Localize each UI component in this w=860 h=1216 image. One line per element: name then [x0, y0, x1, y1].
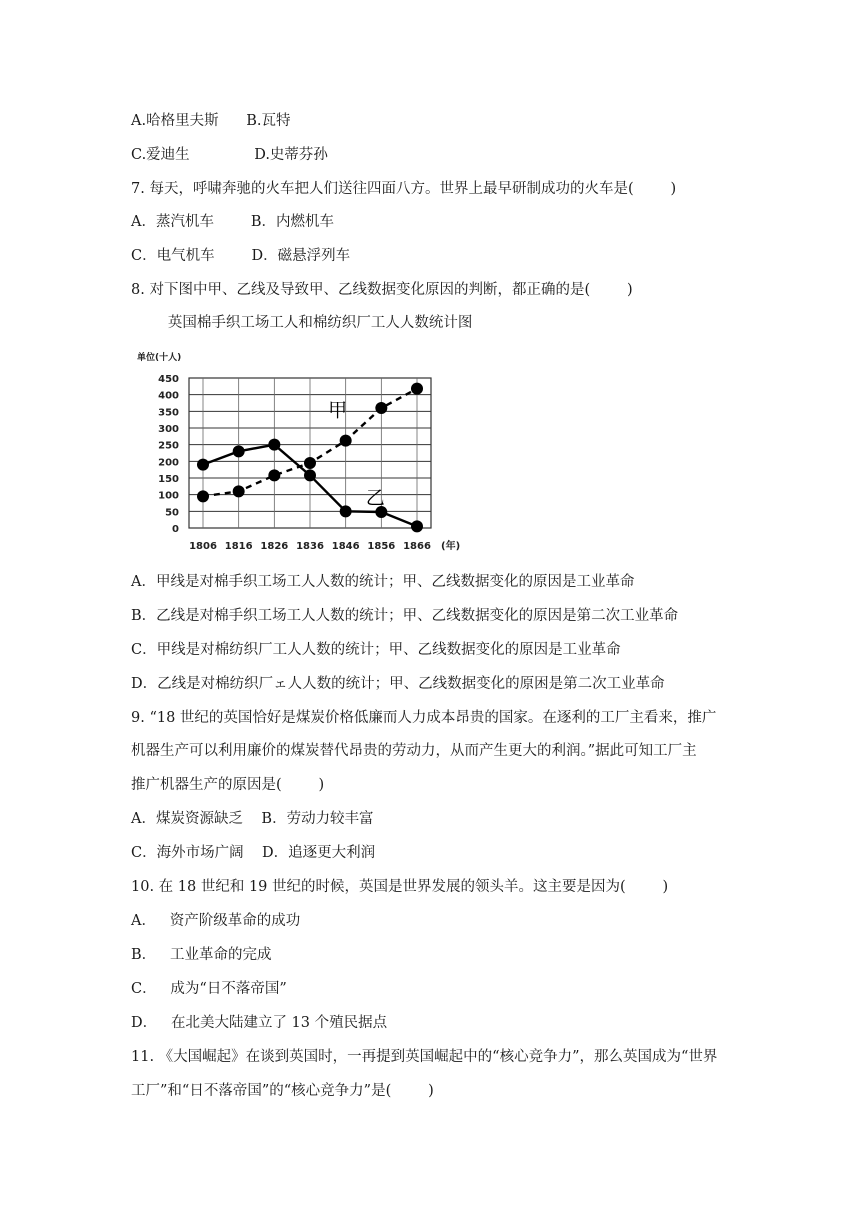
data-point	[304, 457, 316, 469]
y-tick-label: 400	[158, 390, 179, 402]
x-tick-label: 1846	[331, 541, 360, 552]
q8-option-d: D．乙线是对棉纺织厂ェ人人数的统计；甲、乙线数据变化的原困是第二次工业革命	[131, 676, 665, 692]
q8-stem: 8. 对下图中甲、乙线及导致甲、乙线数据变化原因的判断，都正确的是( )	[131, 282, 633, 298]
q7-options-cd: C．电气机车 D．磁悬浮列车	[131, 248, 351, 264]
y-tick-label: 350	[158, 407, 179, 419]
q6-options-cd: C.爱迪生 D.史蒂芬孙	[131, 147, 328, 163]
data-point	[340, 505, 352, 517]
y-tick-label: 300	[158, 424, 179, 435]
y-tick-label: 100	[158, 490, 179, 502]
unit-label: 单位(十人)	[137, 353, 182, 363]
q10-option-b: B． 工业革命的完成	[131, 947, 272, 963]
q11-stem-line2: 工厂”和“日不落帝国”的“核心竞争力”是( )	[131, 1083, 434, 1099]
q6-options-ab: A.哈格里夫斯 B.瓦特	[131, 113, 291, 129]
data-point	[233, 445, 245, 457]
q8-option-c: C．甲线是对棉纺织厂工人人数的统计；甲、乙线数据变化的原因是工业革命	[131, 642, 621, 658]
x-tick-label: 1806	[189, 541, 217, 552]
q7-options-ab: A．蒸汽机车 B．内燃机车	[131, 214, 334, 230]
y-tick-label: 0	[172, 524, 179, 535]
data-point	[233, 485, 245, 497]
data-point	[411, 520, 423, 532]
y-tick-label: 450	[158, 374, 179, 385]
chart-title: 英国棉手织工场工人和棉纺织厂工人人数统计图	[131, 315, 473, 331]
worker-count-chart	[131, 346, 461, 556]
series-label-jia: 甲	[328, 399, 348, 422]
data-point	[304, 469, 316, 481]
q10-option-a: A． 资产阶级革命的成功	[131, 913, 301, 929]
data-point	[197, 490, 209, 502]
y-tick-label: 150	[158, 474, 179, 485]
x-tick-label: 1836	[296, 541, 324, 552]
q9-stem-line1: 9. “18 世纪的英国恰好是煤炭价格低廉而人力成本昂贵的国家。在逐利的工厂主看来，推广	[131, 710, 717, 726]
q7-stem: 7. 每天，呼啸奔驰的火车把人们送往四面八方。世界上最早研制成功的火车是( )	[131, 181, 677, 197]
q8-option-a: A．甲线是对棉手织工场工人人数的统计；甲、乙线数据变化的原因是工业革命	[131, 574, 635, 590]
data-point	[411, 383, 423, 395]
x-tick-label: 1856	[367, 541, 396, 552]
x-tick-label: 1816	[224, 541, 253, 552]
data-point	[197, 459, 209, 471]
q11-stem-line1: 11. 《大国崛起》在谈到英国时，一再提到英国崛起中的“核心竞争力”，那么英国成为“世界	[131, 1049, 718, 1065]
y-tick-label: 50	[165, 507, 179, 519]
q9-options-ab: A．煤炭资源缺乏 B．劳动力较丰富	[131, 811, 374, 827]
q9-options-cd: C．海外市场广阔 D．追逐更大利润	[131, 845, 376, 861]
y-tick-label: 250	[158, 440, 179, 452]
series-label-yi: 乙	[365, 487, 385, 509]
x-unit-label: (年)	[441, 541, 461, 552]
y-tick-label: 200	[158, 457, 179, 469]
q8-option-b: B．乙线是对棉手织工场工人人数的统计；甲、乙线数据变化的原因是第二次工业革命	[131, 608, 679, 624]
q10-stem: 10. 在 18 世纪和 19 世纪的时候，英国是世界发展的领头羊。这主要是因为( )	[131, 879, 669, 895]
x-tick-label: 1866	[403, 541, 431, 552]
q10-option-d: D． 在北美大陆建立了 13 个殖民据点	[131, 1015, 388, 1031]
q9-stem-line2: 机器生产可以利用廉价的煤炭替代昂贵的劳动力，从而产生更大的利润。”据此可知工厂主	[131, 743, 697, 759]
q9-stem-line3: 推广机器生产的原因是( )	[131, 777, 325, 793]
q10-option-c: C． 成为“日不落帝国”	[131, 981, 287, 997]
data-point	[268, 469, 280, 481]
data-point	[268, 439, 280, 451]
x-tick-label: 1826	[260, 541, 289, 552]
data-point	[340, 435, 352, 447]
data-point	[375, 402, 387, 414]
